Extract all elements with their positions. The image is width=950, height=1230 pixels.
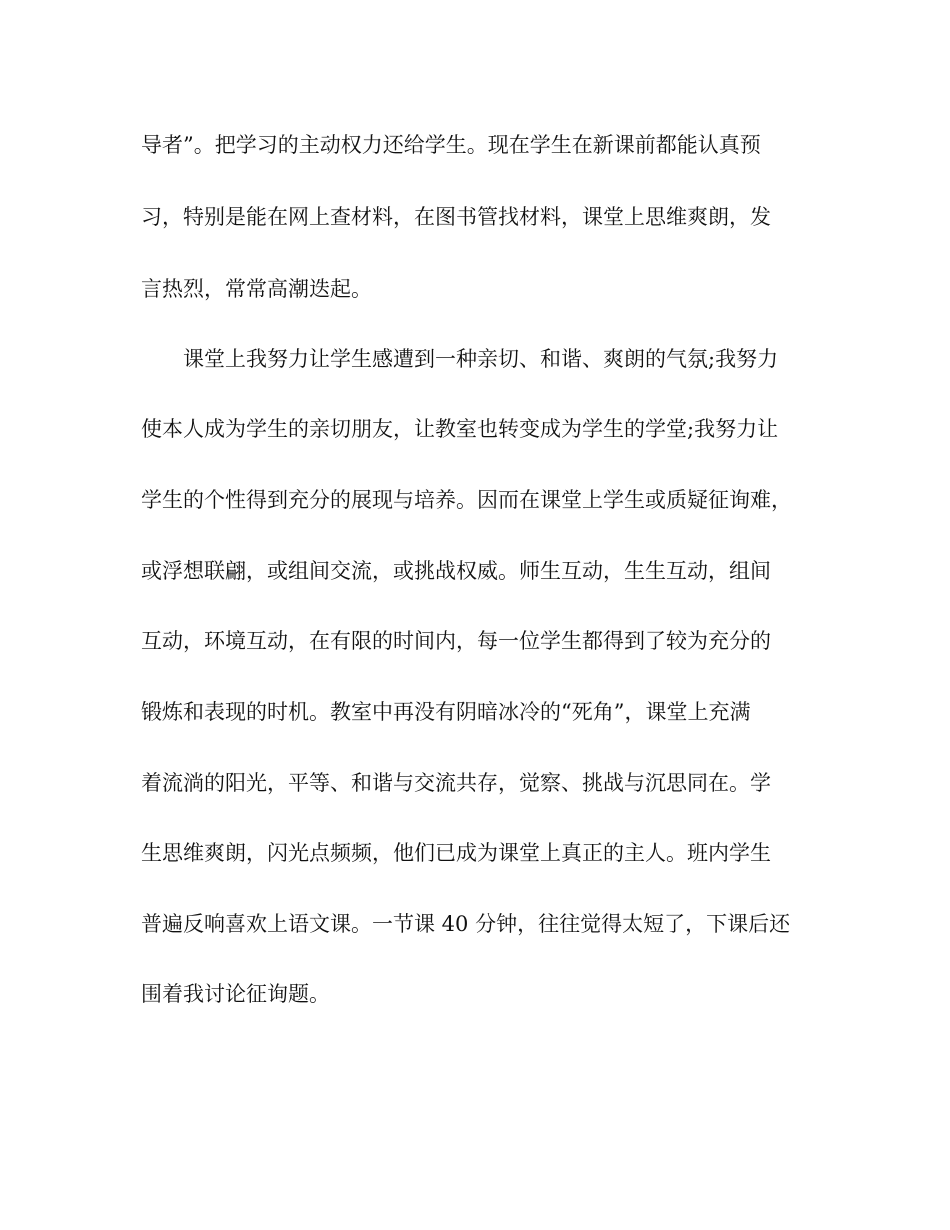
- paragraph-line: 导者”。把学习的主动权力还给学生。现在学生在新课前都能认真预: [141, 133, 761, 157]
- paragraph-line: 着流淌的阳光，平等、和谐与交流共存，觉察、挑战与沉思同在。学: [141, 771, 771, 795]
- paragraph-line: 生思维爽朗，闪光点频频，他们已成为课堂上真正的主人。班内学生: [141, 841, 771, 865]
- paragraph-line: 使本人成为学生的亲切朋友，让教室也转变成为学生的学堂;我努力让: [141, 417, 779, 441]
- paragraph-line: 言热烈，常常高潮迭起。: [141, 277, 372, 301]
- paragraph-line: 互动，环境互动，在有限的时间内，每一位学生都得到了较为充分的: [141, 629, 771, 653]
- paragraph-line: 或浮想联翩，或组间交流，或挑战权威。师生互动，生生互动，组间: [141, 559, 771, 583]
- paragraph-line: 学生的个性得到充分的展现与培养。因而在课堂上学生或质疑征询难，: [141, 488, 792, 512]
- paragraph-line: 习，特别是能在网上查材料，在图书管找材料，课堂上思维爽朗，发: [141, 205, 771, 229]
- paragraph-line: 课堂上我努力让学生感遭到一种亲切、和谐、爽朗的气氛;我努力: [183, 347, 779, 371]
- paragraph-line: 围着我讨论征询题。: [141, 982, 330, 1006]
- paragraph-line: 锻炼和表现的时机。教室中再没有阴暗冰冷的“死角”，课堂上充满: [141, 700, 751, 724]
- paragraph-line: 普遍反响喜欢上语文课。一节课 40 分钟，往往觉得太短了，下课后还: [141, 912, 791, 936]
